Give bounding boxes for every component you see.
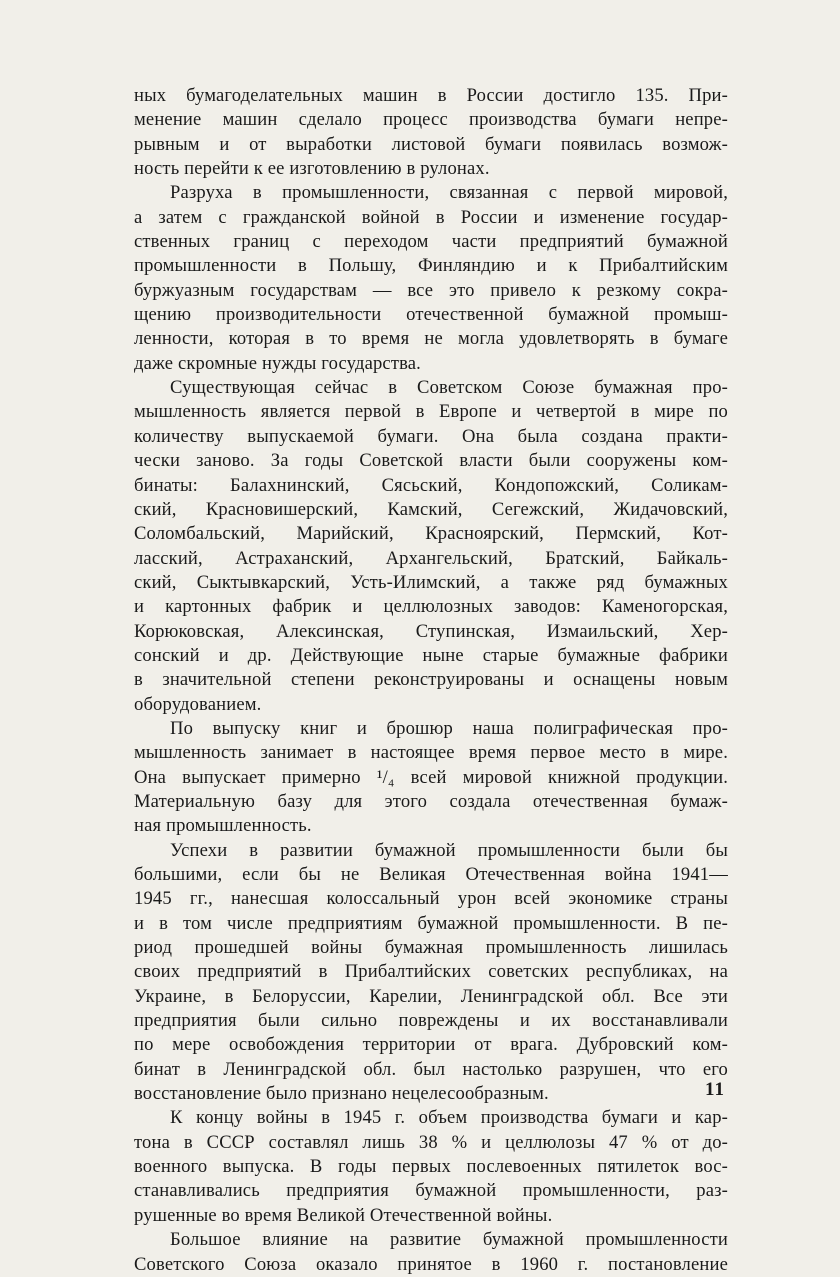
text-line: Большое влияние на развитие бумажной промышленности [170,1229,728,1251]
text-line: бинаты: Балахнинский, Сясьский, Кондопожский, Соликам- [134,474,728,496]
text-line: мышленность является первой в Европе и четвертой в мире по [134,401,728,423]
text-line: и картонных фабрик и целлюлозных заводов: Каменогорская, [134,596,728,618]
text-line: по мере освобождения территории от врага. Дубровский ком- [134,1034,728,1056]
text-line: рушенные во время Великой Отечественной войны. [134,1204,553,1226]
text-line: Разруха в промышленности, связанная с первой мировой, [170,182,728,204]
text-line: риод прошедшей войны бумажная промышленность лишилась [134,937,728,959]
text-line: бинат в Ленинградской обл. был настолько разрушен, что его [134,1058,728,1080]
paragraph [134,1228,728,1277]
text-line: даже скромные нужды государства. [134,352,421,374]
text-line: восстановление было признано нецелесообразным. [134,1083,549,1105]
text-line: ственных границ с переходом части предприятий бумажной [134,231,728,253]
text-line: Она выпускает примерно ¹/₄ всей мировой книжной продукции. [134,766,728,788]
text-line: в значительной степени реконструированы и оснащены новым [134,669,728,691]
text-line: Успехи в развитии бумажной промышленности были бы [170,839,728,861]
text-line: ность перейти к ее изготовлению в рулонах. [134,158,490,180]
paragraph [134,376,728,717]
text-line: Соломбальский, Марийский, Красноярский, Пермский, Кот- [134,523,728,545]
text-line: Существующая сейчас в Советском Союзе бумажная про- [170,377,728,399]
text-line: щению производительности отечественной бумажной промыш- [134,304,728,326]
text-line: большими, если бы не Великая Отечественная война 1941— [134,864,728,885]
text-line: Корюковская, Алексинская, Ступинская, Измаильский, Хер- [134,620,728,642]
text-line: ная промышленность. [134,815,312,837]
text-line: рывным и от выработки листовой бумаги появилась возмож- [134,133,728,155]
text-line: военного выпуска. В годы первых послевоенных пятилеток вос- [134,1156,728,1178]
text-line: и в том числе предприятиям бумажной промышленности. В пе- [134,912,728,934]
body-text [134,84,728,1277]
text-line: ский, Красновишерский, Камский, Сегежский, Жидачовский, [134,498,728,520]
text-line: менение машин сделало процесс производства бумаги непре- [134,109,728,131]
text-line: а затем с гражданской войной в России и изменение государ- [134,206,728,228]
text-line: своих предприятий в Прибалтийских советских республиках, на [134,961,728,983]
text-line: количеству выпускаемой бумаги. Она была создана практи- [134,425,728,447]
text-line: чески заново. За годы Советской власти были сооружены ком- [134,450,728,472]
text-line: ленности, которая в то время не могла удовлетворять в бумаге [134,328,728,350]
text-line: буржуазным государствам — все это привело к резкому сокра- [134,279,728,301]
text-line: К концу войны в 1945 г. объем производства бумаги и кар- [170,1107,728,1129]
paragraph [134,717,728,839]
text-line: промышленности в Польшу, Финляндию и к Прибалтийским [134,255,728,277]
text-line: Советского Союза оказало принятое в 1960 г. постановление [134,1253,728,1275]
text-line: станавливались предприятия бумажной промышленности, раз- [134,1180,728,1202]
paragraph [134,181,728,376]
text-line: сонский и др. Действующие ныне старые бумажные фабрики [134,644,728,666]
text-line: ский, Сыктывкарский, Усть-Илимский, а также ряд бумажных [134,571,728,593]
text-line: тона в СССР составлял лишь 38 % и целлюлозы 47 % от до- [134,1131,728,1153]
text-line: Материальную базу для этого создала отечественная бумаж- [134,790,728,812]
paragraph [134,839,728,1107]
text-line: оборудованием. [134,693,262,715]
text-line: ласский, Астраханский, Архангельский, Братский, Байкаль- [134,547,728,569]
paragraph [134,1106,728,1228]
text-line: мышленность занимает в настоящее время первое место в мире. [134,742,728,764]
text-line: По выпуску книг и брошюр наша полиграфическая про- [170,717,728,739]
text-line: предприятия были сильно повреждены и их восстанавливали [134,1010,728,1032]
text-line: Украине, в Белоруссии, Карелии, Ленинградской обл. Все эти [134,985,728,1007]
paragraph [134,84,728,181]
text-line: 1945 гг., нанесшая колоссальный урон всей экономике страны [134,888,728,910]
text-line: ных бумагоделательных машин в России достигло 135. При- [134,85,728,106]
page-number: 11 [705,1079,725,1100]
